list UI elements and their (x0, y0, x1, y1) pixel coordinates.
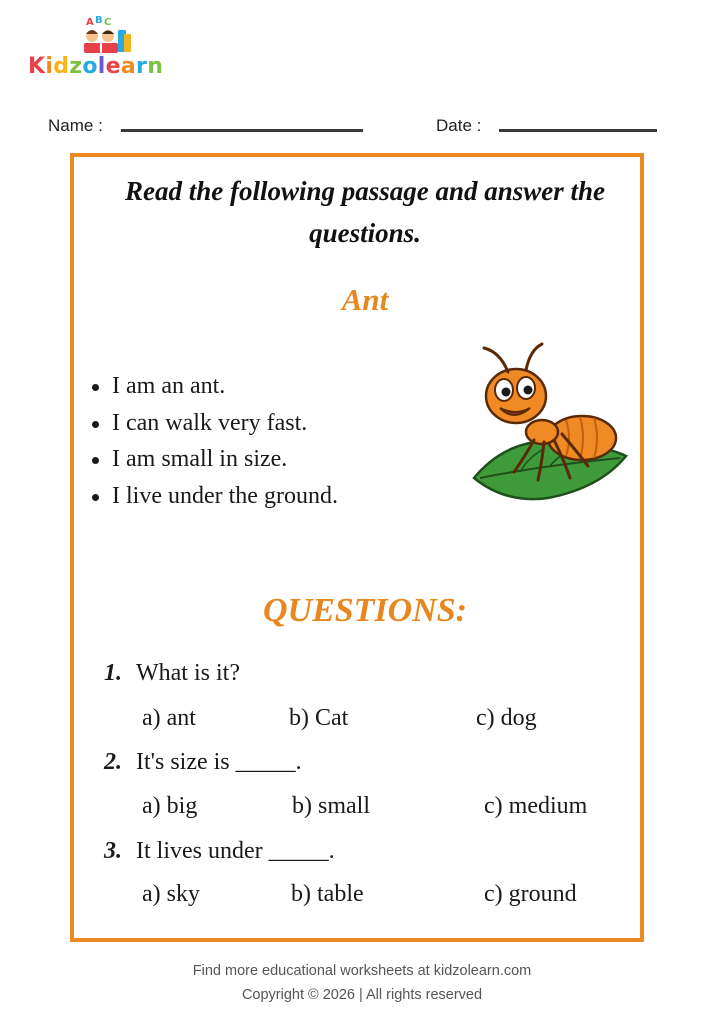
passage-title: Ant (341, 282, 389, 317)
footer-website: Find more educational worksheets at kidzolearn.com (192, 963, 532, 979)
footer-copyright: Copyright © 2026 | All rights reserved (241, 987, 483, 1003)
answer-option[interactable]: a) sky (142, 881, 200, 907)
logo-letter: r (136, 54, 148, 79)
svg-text:B: B (95, 15, 103, 26)
answer-option[interactable]: b) Cat (289, 705, 349, 731)
questions-heading: QUESTIONS: (262, 592, 468, 629)
ant-on-leaf-icon (470, 338, 630, 506)
question-text: It's size is _____. (136, 749, 302, 775)
instructions: Read the following passage and answer the questions. (124, 176, 606, 248)
svg-text:C: C (104, 17, 112, 28)
logo-letter: a (120, 54, 137, 79)
brand-name (28, 54, 163, 79)
logo-letter: e (105, 54, 121, 79)
question-number: 3. (104, 838, 122, 864)
name-field-line[interactable] (121, 129, 363, 132)
logo-letter: K (28, 54, 46, 79)
answer-option[interactable]: c) medium (484, 793, 588, 819)
question-text: What is it? (136, 660, 240, 686)
passage-line: I am an ant. (90, 368, 338, 405)
kidzolearn-logo (28, 14, 178, 84)
answer-option[interactable]: b) small (292, 793, 370, 819)
answer-option[interactable]: b) table (291, 881, 364, 907)
logo-letter: l (97, 54, 106, 79)
question-text: It lives under _____. (136, 838, 335, 864)
passage-line: I live under the ground. (90, 478, 338, 515)
logo-letter: d (53, 54, 70, 79)
worksheet-frame (70, 153, 644, 942)
answer-option[interactable]: a) big (142, 793, 198, 819)
kids-reading-logo-icon (78, 14, 134, 56)
date-field-line[interactable] (499, 129, 657, 132)
answer-option[interactable]: a) ant (142, 705, 196, 731)
passage-line: I can walk very fast. (90, 405, 338, 442)
question-number: 2. (104, 749, 122, 775)
logo-letter: z (69, 54, 83, 79)
question-number: 1. (104, 660, 122, 686)
answer-option[interactable]: c) ground (484, 881, 577, 907)
passage-list (90, 368, 338, 514)
date-label: Date : (436, 116, 482, 135)
logo-letter: i (45, 54, 54, 79)
passage-line: I am small in size. (90, 441, 338, 478)
logo-letter: o (82, 54, 98, 79)
answer-option[interactable]: c) dog (476, 705, 537, 731)
svg-text:A: A (86, 17, 94, 28)
logo-letter: n (147, 54, 164, 79)
name-label: Name : (48, 116, 103, 135)
